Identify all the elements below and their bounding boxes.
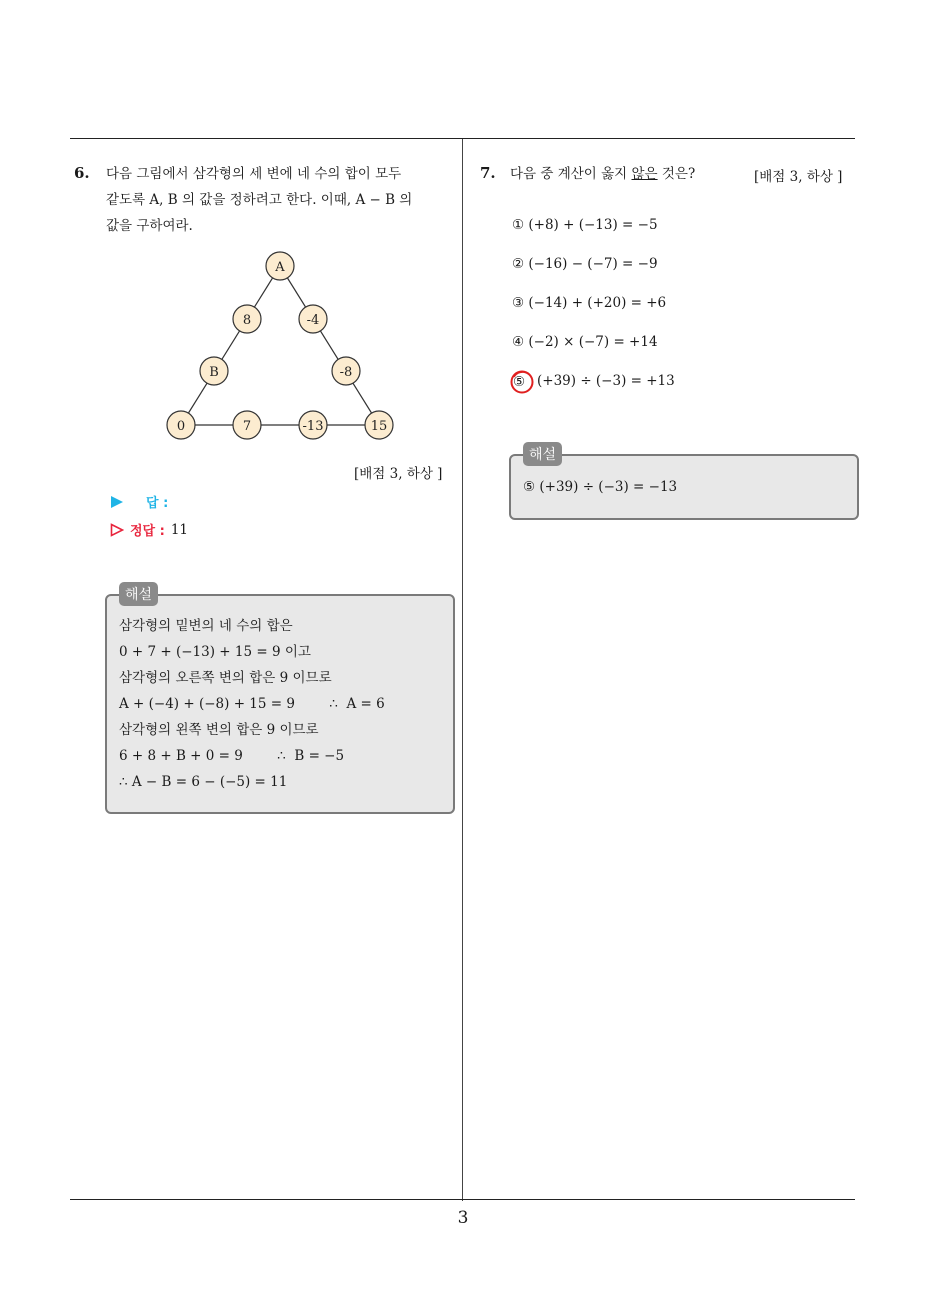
q7-text-before: 다음 중 계산이 옳지 — [510, 166, 632, 182]
node-left-upper-label: 8 — [242, 313, 252, 328]
node-top — [266, 252, 294, 280]
choice-5-symbol: ⑤ — [513, 374, 526, 390]
node-bottom-3 — [299, 411, 327, 439]
q7-explanation-tag: 해설 — [523, 442, 562, 466]
node-left-upper — [233, 305, 261, 333]
q7-text-underlined: 않은 — [631, 166, 658, 182]
page-number: 3 — [457, 1208, 469, 1228]
q7-exp-line-1: ⑤ (+39) ÷ (−3) = −13 — [523, 479, 678, 495]
node-bottom-3-label: -13 — [302, 419, 324, 434]
node-bottom-2 — [233, 411, 261, 439]
correct-label: 정답 : — [130, 524, 165, 539]
q7-score: [배점 3, 하상 ] — [754, 169, 843, 185]
node-bottom-left — [167, 411, 195, 439]
node-right-lower — [332, 357, 360, 385]
q6-exp-line-2: 0 + 7 + (−13) + 15 = 9 이고 — [119, 644, 311, 660]
q7-number: 7. — [480, 164, 496, 182]
q7-choice-5: (+39) ÷ (−3) = +13 — [537, 373, 675, 389]
q6-number: 6. — [74, 164, 90, 182]
play-outline-icon — [110, 523, 124, 537]
q6-exp-line-3: 삼각형의 오른쪽 변의 합은 9 이므로 — [119, 670, 332, 686]
q6-line-2: 같도록 A, B 의 값을 정하려고 한다. 이때, A − B 의 — [106, 192, 413, 208]
q6-line-1: 다음 그림에서 삼각형의 세 변에 네 수의 합이 모두 — [106, 166, 402, 182]
node-bottom-right — [365, 411, 393, 439]
node-left-lower-label: B — [209, 365, 219, 380]
q6-answer-row — [110, 492, 168, 511]
triangle-right-side — [280, 266, 379, 425]
node-left-lower — [200, 357, 228, 385]
q7-choice-2: ② (−16) − (−7) = −9 — [512, 256, 658, 272]
node-right-upper — [299, 305, 327, 333]
q7-text — [510, 161, 695, 187]
q6-text — [106, 161, 456, 239]
q6-line-3: 값을 구하여라. — [106, 218, 193, 234]
node-bottom-2-label: 7 — [242, 419, 252, 434]
node-right-lower-label: -8 — [339, 365, 353, 380]
column-divider — [462, 139, 463, 1201]
q6-explanation-lines — [119, 613, 385, 795]
q7-choice-4: ④ (−2) × (−7) = +14 — [512, 334, 658, 350]
q6-exp-line-7: ∴ A − B = 6 − (−5) = 11 — [119, 774, 288, 790]
q6-explanation-tag: 해설 — [119, 582, 158, 606]
node-top-label: A — [275, 260, 285, 275]
q6-triangle-figure — [150, 245, 410, 445]
q6-exp-line-4: A + (−4) + (−8) + 15 = 9 ∴ A = 6 — [119, 696, 385, 712]
q6-exp-line-1: 삼각형의 밑변의 네 수의 합은 — [119, 618, 293, 634]
q7-explanation-lines — [523, 474, 677, 500]
node-bottom-right-label: 15 — [370, 419, 388, 434]
triangle-left-side — [181, 266, 280, 425]
answer-label: 답 : — [146, 496, 169, 511]
node-bottom-left-label: 0 — [176, 419, 186, 434]
q7-choice-1: ① (+8) + (−13) = −5 — [512, 217, 658, 233]
q7-choice-3: ③ (−14) + (+20) = +6 — [512, 295, 667, 311]
q6-score: [배점 3, 하상 ] — [354, 466, 443, 482]
q6-correct-row — [110, 520, 188, 539]
node-right-upper-label: -4 — [306, 313, 320, 328]
q6-exp-line-5: 삼각형의 왼쪽 변의 합은 9 이므로 — [119, 722, 319, 738]
q7-text-after: 것은? — [657, 166, 696, 182]
correct-value: 11 — [170, 521, 189, 538]
q6-exp-line-6: 6 + 8 + B + 0 = 9 ∴ B = −5 — [119, 748, 345, 764]
q7-explanation-box — [509, 447, 859, 520]
q6-explanation-box — [105, 587, 455, 814]
bottom-rule — [70, 1199, 855, 1200]
play-filled-icon — [110, 495, 124, 509]
q7-choice-5-marker — [510, 369, 536, 395]
